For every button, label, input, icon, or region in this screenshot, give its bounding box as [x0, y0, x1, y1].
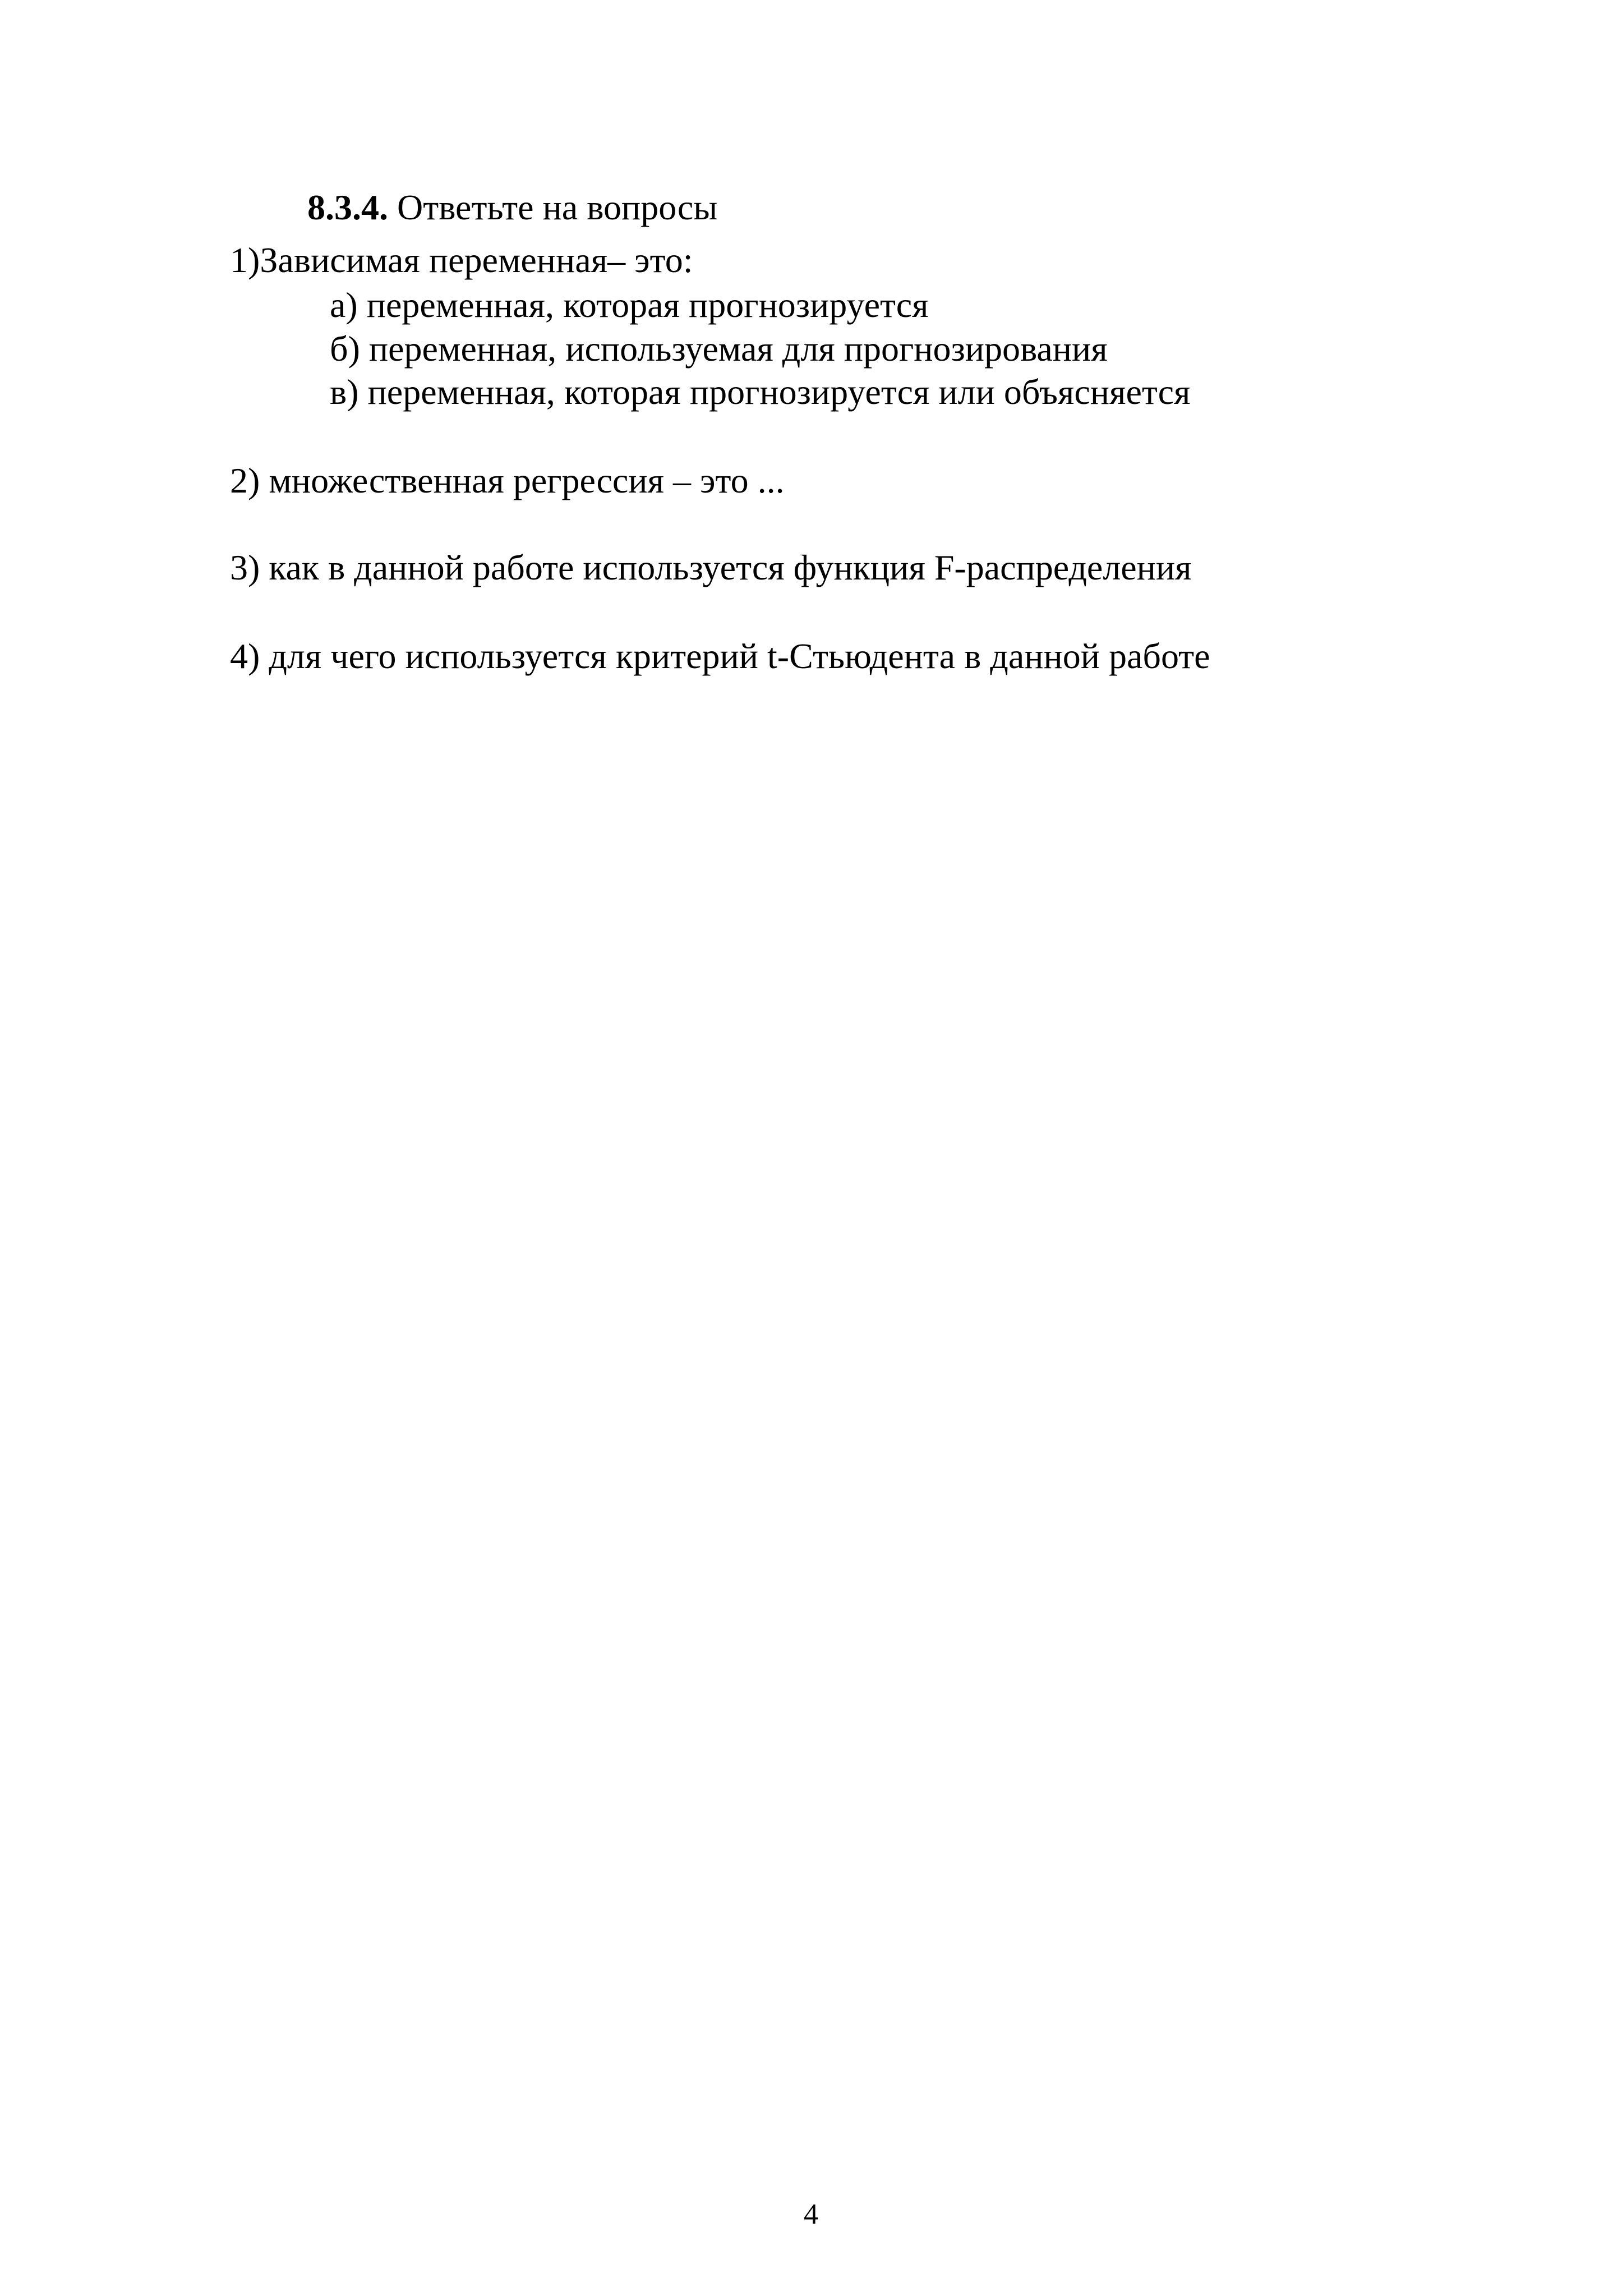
- section-heading: [307, 187, 718, 227]
- question-1-option-c: в) переменная, которая прогнозируется или объясняется: [330, 372, 1191, 412]
- question-4: 4) для чего используется критерий t-Стьюдента в данной работе: [230, 636, 1210, 676]
- section-number: 8.3.4.: [307, 187, 388, 227]
- question-3: 3) как в данной работе используется функция F-распределения: [230, 547, 1192, 587]
- page-number: 4: [804, 2198, 818, 2230]
- question-1-option-b: б) переменная, используемая для прогнозирования: [330, 329, 1108, 369]
- question-1: 1)Зависимая переменная– это:: [230, 240, 693, 280]
- question-2: 2) множественная регрессия – это ...: [230, 461, 785, 500]
- question-1-option-a: а) переменная, которая прогнозируется: [330, 285, 929, 325]
- section-title: Ответьте на вопросы: [397, 187, 718, 227]
